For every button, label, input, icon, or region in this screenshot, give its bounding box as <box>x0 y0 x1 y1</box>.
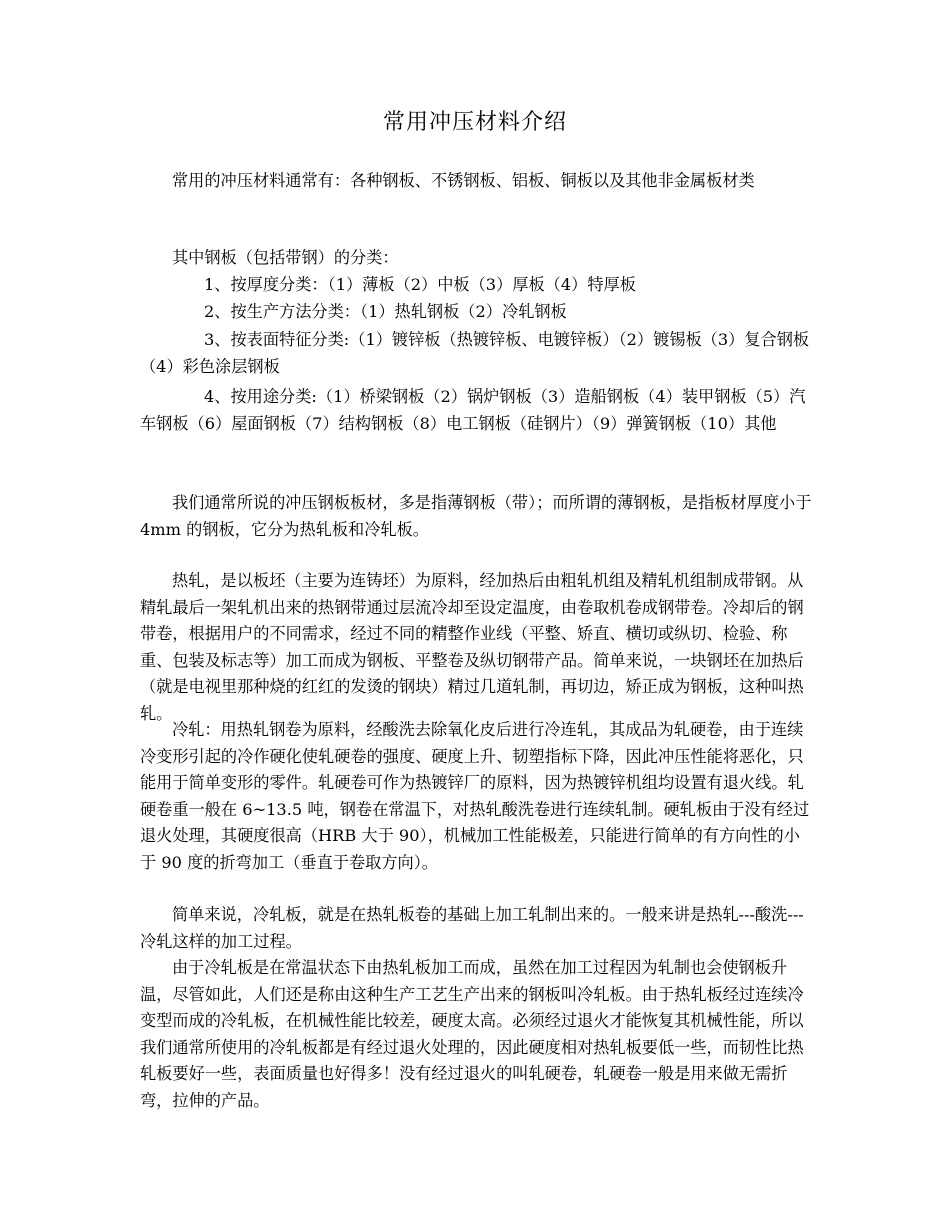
final-paragraph: 由于冷轧板是在常温状态下由热轧板加工而成，虽然在加工过程因为轧制也会使钢板升温，尽管如此，人们还是称由这种生产工艺生产出来的钢板叫冷轧板。由于热轧板经过连续冷变型而成的冷轧板，在机械性能比较差，硬度太高。必须经过退火才能恢复其机械性能，所以我们通常所使用的冷轧板都是有经过退火处理的，因此硬度相对热轧板要低一些，而韧性比热轧板要好一些，表面质量也好得多！没有经过退火的叫轧硬卷，轧硬卷一般是用来做无需折弯，拉伸的产品。 <box>140 958 804 1110</box>
summary-paragraph: 简单来说，冷轧板，就是在热轧板卷的基础上加工轧制出来的。一般来讲是热轧---酸洗---冷轧这样的加工过程。 <box>140 905 804 951</box>
classification-item-4: 4、按用途分类:（1）桥梁钢板（2）锅炉钢板（3）造船钢板（4）装甲钢板（5）汽车钢板（6）屋面钢板（7）结构钢板（8）电工钢板（硅钢片）（9）弹簧钢板（10）其他 <box>140 387 806 433</box>
intro-paragraph: 常用的冲压材料通常有：各种钢板、不锈钢板、铝板、铜板以及其他非金属板材类 <box>172 171 755 190</box>
classification-item-3: 3、按表面特征分类:（1）镀锌板（热镀锌板、电镀锌板）（2）镀锡板（3）复合钢板（4）彩色涂层钢板 <box>140 330 810 376</box>
cold-rolling-paragraph: 冷轧：用热轧钢卷为原料，经酸洗去除氧化皮后进行冷连轧，其成品为轧硬卷，由于连续冷变形引起的冷作硬化使轧硬卷的强度、硬度上升、韧塑指标下降，因此冲压性能将恶化，只能用于简单变形的零件。轧硬卷可作为热镀锌厂的原料，因为热镀锌机组均设置有退火线。轧硬卷重一般在 6~13.5 吨，钢卷在常温下，对热轧酸洗卷进行连续轧制。硬轧板由于没有经过退火处理，其硬度很高（HRB 大于 90），机械加工性能极差，只能进行简单的有方向性的小于 90 度的折弯加工（垂直于卷取方向）。 <box>140 720 810 872</box>
thin-sheet-paragraph: 我们通常所说的冲压钢板板材，多是指薄钢板（带）；而所谓的薄钢板，是指板材厚度小于 4mm 的钢板，它分为热轧板和冷轧板。 <box>140 493 812 539</box>
hot-rolling-paragraph: 热轧，是以板坯（主要为连铸坯）为原料，经加热后由粗轧机组及精轧机组制成带钢。从精轧最后一架轧机出来的热钢带通过层流冷却至设定温度，由卷取机卷成钢带卷。冷却后的钢带卷，根据用户的不同需求，经过不同的精整作业线（平整、矫直、横切或纵切、检验、称重、包装及标志等）加工而成为钢板、平整卷及纵切钢带产品。简单来说，一块钢坯在加热后（就是电视里那种烧的红红的发烫的钢块）精过几道轧制，再切边，矫正成为钢板，这种叫热轧。 <box>140 571 804 723</box>
classification-heading: 其中钢板（包括带钢）的分类： <box>172 248 399 267</box>
classification-item-1: 1、按厚度分类：（1）薄板（2）中板（3）厚板（4）特厚板 <box>204 275 636 294</box>
classification-item-2: 2、按生产方法分类：（1）热轧钢板（2）冷轧钢板 <box>204 302 567 321</box>
document-title: 常用冲压材料介绍 <box>382 110 567 135</box>
